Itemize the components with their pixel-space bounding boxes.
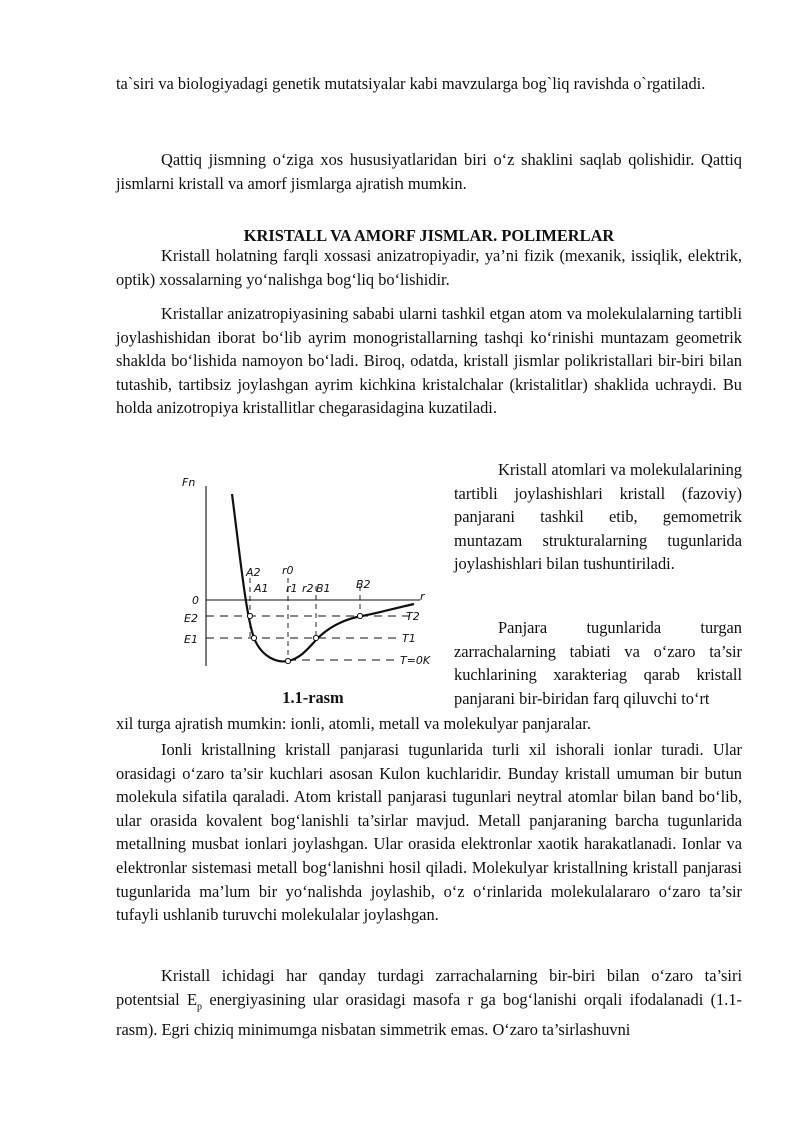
label-b1: B1 — [316, 582, 331, 595]
paragraph-intro-continuation: ta`siri va biologiyadagi genetik mutatsiyalar kabi mavzularga bog`liq ravishda o`rgatiladi. — [116, 74, 706, 93]
label-r2: r2 — [302, 582, 314, 595]
point-a2 — [247, 613, 252, 618]
potential-subscript: p — [197, 1000, 203, 1012]
paragraph-solid-properties: Qattiq jismning o‘ziga xos hususiyatlaridan biri o‘z shaklini saqlab qolishidir. Qattiq jismlarni kristall va amorf jismlarga ajratish mumkin. — [116, 150, 742, 193]
label-t0: T=0K — [400, 654, 431, 667]
label-y-axis: Fn — [182, 476, 196, 489]
label-r-axis: r — [420, 590, 425, 603]
potential-energy-figure — [170, 466, 440, 676]
label-a1: A1 — [254, 582, 269, 595]
label-r0: r0 — [282, 564, 294, 577]
label-origin: 0 — [192, 594, 199, 607]
paragraph-lattice-types-rest: xil turga ajratish mumkin: ionli, atomli, metall va molekulyar panjaralar. — [116, 714, 591, 733]
potential-text-b: energiyasining ular orasidagi masofa r ga bog‘lanishi orqali ifodalanadi (1.1-rasm). Egri chiziq minimumga nisbatan simmetrik emas. O‘zaro ta’sirlashuvni — [116, 989, 742, 1040]
paragraph-anisotropy: Kristall holatning farqli xossasi anizatropiyadir, ya’ni fizik (mexanik, issiqlik, elektrik, optik) xossalarning yo‘nalishga bog‘liq bo‘lishidir. — [116, 246, 742, 289]
label-e1: E1 — [184, 633, 198, 646]
point-b2 — [357, 613, 362, 618]
label-r1: r1 — [286, 582, 298, 595]
label-a2: A2 — [246, 566, 261, 579]
label-t1: T1 — [402, 632, 416, 645]
point-a1 — [251, 635, 256, 640]
potential-text-a: Kristall ichidagi har qanday turdagi zarrachalarning bir-biri bilan o‘zaro ta’siri potentsial E — [116, 966, 742, 1009]
figure-caption: 1.1-rasm — [282, 688, 344, 707]
label-e2: E2 — [184, 612, 198, 625]
label-b2: B2 — [356, 578, 371, 591]
paragraph-lattice-side: Kristall atomlari va molekulalarining tartibli joylashishlari kristall (fazoviy) panjarani tashkil etib, gemometrik muntazam strukturalarning tugunlarida joylashishlari bilan tushuntiriladi. — [454, 460, 742, 574]
point-b1 — [313, 635, 318, 640]
section-title: KRISTALL VA AMORF JISMLAR. POLIMERLAR — [243, 226, 615, 245]
label-t2: T2 — [406, 610, 420, 623]
paragraph-lattice-descriptions: Ionli kristallning kristall panjarasi tugunlarida turli xil ishorali ionlar turadi. Ular orasidagi o‘zaro ta’sir kuchlari asosan Kulon kuchlaridir. Bunday kristall umuman bir butun molekula sifatila qaraladi. Atom kristall panjarasi tugunlari neytral atomlar bilan band bo‘lib, ular orasida kovalent bog‘lanishli ta’sirlar mavjud. Metall panjaraning barcha tugunlarida metallning musbat ionlari joylashgan. Ular orasida elektronlar xaotik harakatlanadi. Ionlar va elektronlar sistemasi metall bog‘lanishni hosil qiladi. Molekulyar kristallning kristall panjarasi tugunlarida ma’lum bir yo‘nalishda joylashib, o‘z o‘rinlarida molekulalararo o‘zaro ta’sir tufayli ushlanib turuvchi molekulalar joylashgan. — [116, 740, 742, 925]
point-min — [285, 658, 290, 663]
paragraph-anisotropy-cause: Kristallar anizatropiyasining sababi ularni tashkil etgan atom va molekulalarning tartibli joylashishidan iborat bo‘lib ayrim monogristallarning tashqi ko‘rinishi muntazam geometrik shaklda bo‘lishida namoyon bo‘ladi. Biroq, odatda, kristall jismlar polikristallari bir-biri bilan tutashib, tartibsiz joylashgan ayrim kichkina kristalchalar (kristalitlar) shaklida uchraydi. Bu holda anizotropiya kristallitlar chegarasidagina kuzatiladi. — [116, 304, 742, 418]
paragraph-potential-energy — [116, 964, 742, 1042]
paragraph-lattice-types-side: Panjara tugunlarida turgan zarrachalarning tabiati va o‘zaro ta’sir kuchlarining xarakteriag qarab kristall panjarani bir-biridan farq qiluvchi to‘rt — [454, 618, 742, 708]
